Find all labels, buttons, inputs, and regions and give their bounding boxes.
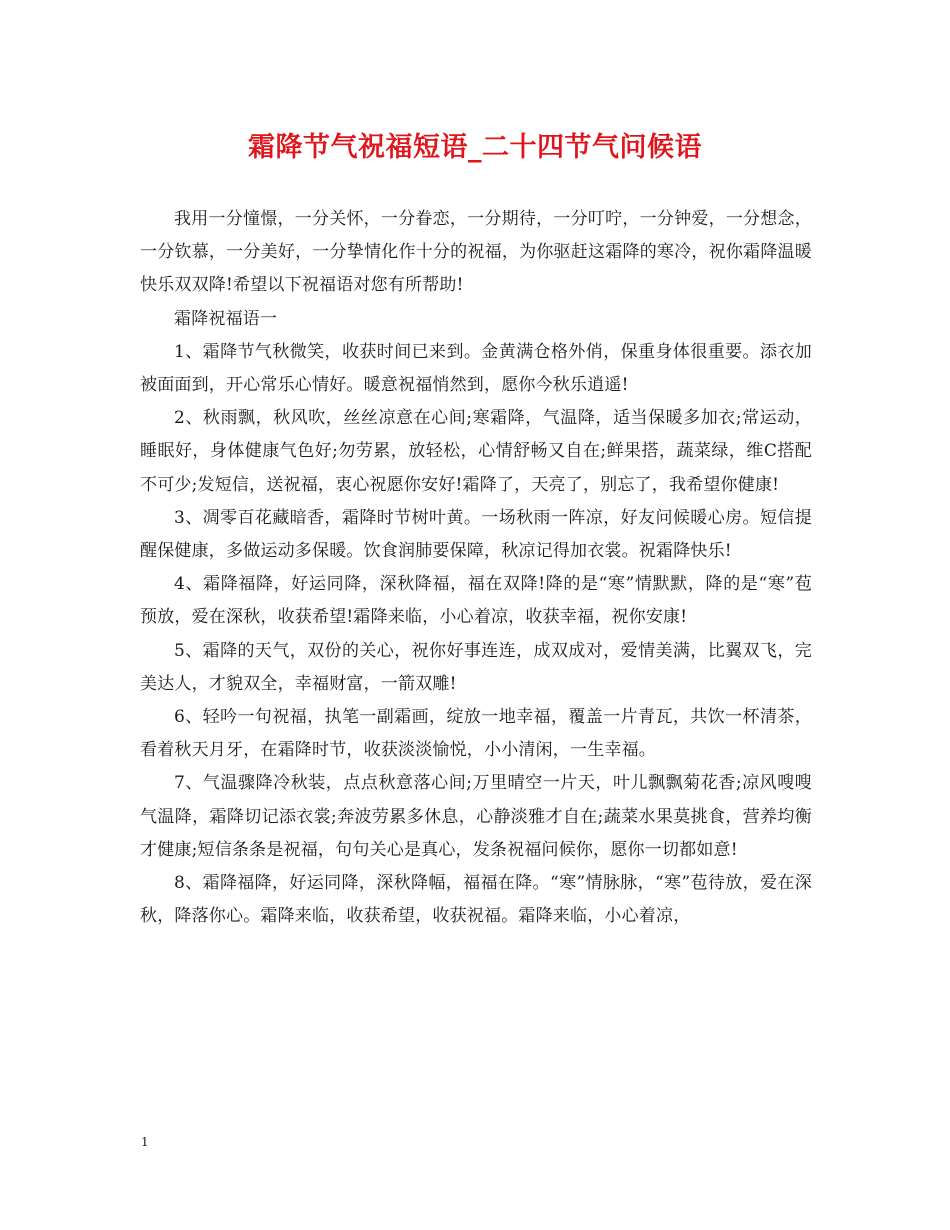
section-heading: 霜降祝福语一 [174,308,278,329]
blessing-paragraph-1: 1、霜降节气秋微笑，收获时间已来到。金黄满仓格外俏，保重身体很重要。添衣加被面面到，开心常乐心情好。暖意祝福悄然到，愿你今秋乐逍遥! [140,341,812,396]
page-number: 1 [141,1135,149,1149]
blessing-paragraph-8: 8、霜降福降，好运同降，深秋降幅，福福在降。“寒”情脉脉，“寒”苞待放，爱在深秋，降落你心。霜降来临，收获希望，收获祝福。霜降来临，小心着凉， [140,873,812,927]
document-body [140,203,812,933]
blessing-paragraph-6: 6、轻吟一句祝福，执笔一副霜画，绽放一地幸福，覆盖一片青瓦，共饮一杯清茶，看着秋天月牙，在霜降时节，收获淡淡愉悦，小小清闲，一生幸福。 [140,707,812,761]
blessing-paragraph-5: 5、霜降的天气，双份的关心，祝你好事连连，成双成对，爱情美满，比翼双飞，完美达人，才貌双全，幸福财富，一箭双雕! [140,640,812,694]
document-title: 霜降节气祝福短语_二十四节气问候语 [248,132,702,163]
blessing-paragraph-2: 2、秋雨飘，秋风吹，丝丝凉意在心间;寒霜降，气温降，适当保暖多加衣;常运动，睡眠好，身体健康气色好;勿劳累，放轻松，心情舒畅又自在;鲜果搭，蔬菜绿，维C搭配不可少;发短信，送祝福，衷心祝愿你安好!霜降了，天亮了，别忘了，我希望你健康! [140,408,812,495]
blessing-paragraph-4: 4、霜降福降，好运同降，深秋降福，福在双降!降的是“寒”情默默，降的是“寒”苞预放，爱在深秋，收获希望!霜降来临，小心着凉，收获幸福，祝你安康! [140,574,812,628]
blessing-paragraph-7: 7、气温骤降冷秋装，点点秋意落心间;万里晴空一片天，叶儿飘飘菊花香;凉风嗖嗖气温降，霜降切记添衣裳;奔波劳累多休息，心静淡雅才自在;蔬菜水果莫挑食，营养均衡才健康;短信条条是祝福，句句关心是真心，发条祝福问候你，愿你一切都如意! [140,773,812,860]
blessing-paragraph-3: 3、凋零百花藏暗香，霜降时节树叶黄。一场秋雨一阵凉，好友问候暖心房。短信提醒保健康，多做运动多保暖。饮食润肺要保障，秋凉记得加衣裳。祝霜降快乐! [140,507,812,562]
intro-paragraph: 我用一分憧憬，一分关怀，一分眷恋，一分期待，一分叮咛，一分钟爱，一分想念，一分钦慕，一分美好，一分挚情化作十分的祝福，为你驱赶这霜降的寒冷，祝你霜降温暖快乐双双降!希望以下祝福语对您有所帮助! [140,209,812,296]
